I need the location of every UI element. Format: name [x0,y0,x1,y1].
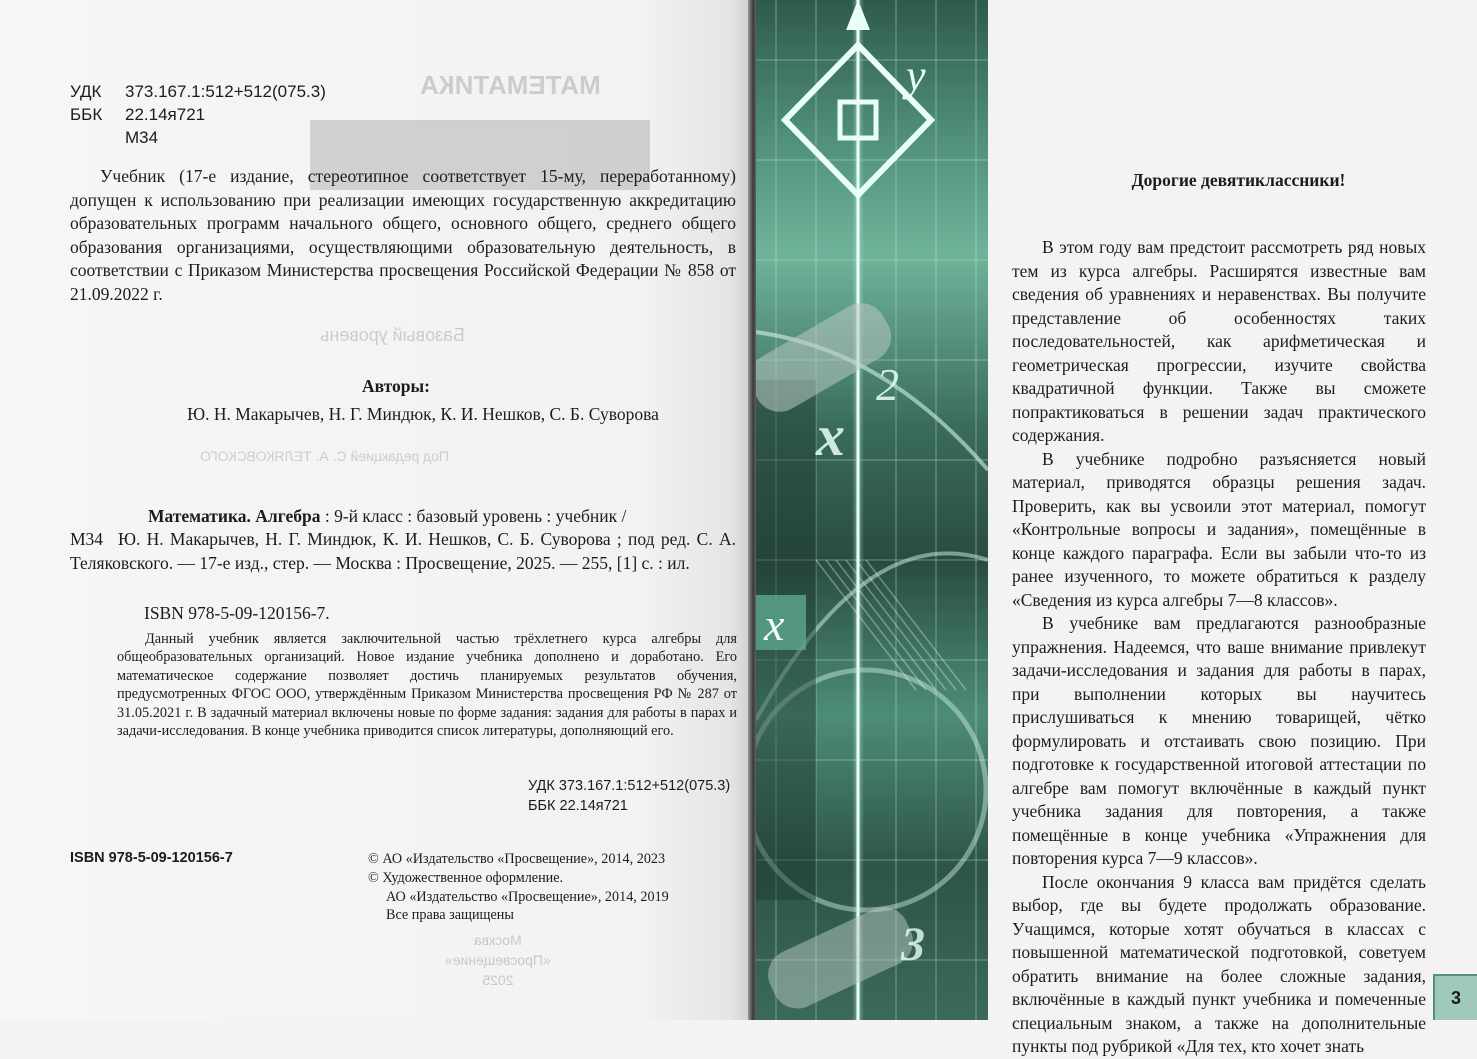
glyph-exponent-2: 2 [876,359,899,410]
udk-bottom: УДК 373.167.1:512+512(075.3) ББК 22.14я721 [528,778,731,814]
strip-artwork [756,0,988,1020]
biblio-authors: Ю. Н. Макарычев, Н. Г. Миндюк, К. И. Нешков, С. Б. Суворова ; под ред. С. А. Теляковского. — 17-е изд., стер. — Москва : Просвещение, 2025. — 255, [1] с. : ил. [70,529,736,573]
letter-body [1012,236,1426,1059]
show-through-texture: МАТЕМАТИКА Базовый уровень Под редакцией С. А. ТЕЛЯКОВСКОГО [200,60,650,480]
udk-block [70,80,326,149]
authors-title: Авторы: [362,376,430,396]
bibliographic-record: Математика. Алгебра : 9-й класс : базовый уровень : учебник / М34 Ю. Н. Макарычев, Н. Г. Миндюк, К. И. Нешков, С. Б. Суворова ; под ред. С. А. Теляковского. — 17-е изд., стер. — Москва : Просвещение, 2025. — 255, [1] с. : ил. [70,506,736,573]
paragraph: В этом году вам предстоит рассмотреть ряд новых тем из курса алгебры. Расширятся известные вам сведения об уравнениях и неравенствах. Вы получите представление об особенностях таких последовательностей, как арифметическая и геометрическая прогрессии, изучите свойства квадратичной функции. Также вы сможете попрактиковаться в решении задач практического содержания. [1012,237,1426,445]
page-number: 3 [1433,974,1477,1020]
bbk-row: ББК 22.14я721 [70,105,206,124]
paragraph: После окончания 9 класса вам придётся сделать выбор, где вы будете продолжать образование. Учащимся, которые хотят обучаться в классах с повышенной математической подготовкой, советуем обратить внимание на более сложные задания, включённые в каждый пункт учебника и помеченные специальным знаком, а также на дополнительные пункты под рубрикой «Для тех, кто хочет знать [1012,871,1426,1056]
isbn-line: ISBN 978-5-09-120156-7. [144,603,330,623]
glyph-x-squared: x [816,403,845,468]
isbn-bottom: ISBN 978-5-09-120156-7 [70,850,233,866]
annotation: Данный учебник является заключительной частью трёхлетнего курса алгебры для общеобразовательных организаций. Новое издание учебника дополнено и доработано. Его математическое содержание позволяет достичь планируемых результатов обучения, предусмотренных ФГОС ООО, утверждённым Приказом Министерства просвещения РФ № 287 от 31.05.2021 г. В задачный материал включены новые по форме задания: задания для работы в парах и задачи-исследования. В конце учебника приводится список литературы, дополняющий его. [117,631,737,740]
authors-names: Ю. Н. Макарычев, Н. Г. Миндюк, К. И. Нешков, С. Б. Суворова [187,404,659,424]
book-title: Математика. Алгебра [148,506,321,526]
udk-row: УДК 373.167.1:512+512(075.3) [70,82,326,101]
approval-text: Учебник (17-е издание, стереотипное соответствует 15-му, переработанному) допущен к использованию при реализации имеющих государственную аккредитацию образовательных программ начального общего, основного общего, среднего общего образования организациями, осуществляющими образовательную деятельность, в соответствии с Приказом Министерства просвещения Российской Федерации № 858 от 21.09.2022 г. [70,166,736,304]
author-mark-row: М34 [125,128,159,147]
left-page [0,0,752,1020]
author-mark: М34 [70,529,104,550]
decorative-math-strip [756,0,988,1020]
paragraph: В учебнике подробно разъясняется новый материал, приводятся образцы решения задач. Проверить, как вы усвоили этот материал, помогут «Контрольные вопросы и задания», помещённые в конце каждого параграфа. Если вы забыли что-то из ранее изученного, то можете обратиться к разделу «Сведения из курса алгебры 7—8 классов». [1012,448,1426,610]
paragraph: В учебнике вам предлагаются разнообразные упражнения. Надеемся, что ваше внимание привлекут задачи-исследования и задания для работы в парах, при выполнении которых вы научитесь прислушиваться к мнению товарищей, чётко формулировать и отстаивать свою позицию. При подготовке к государственной итоговой аттестации по алгебре вам помогут включённые в каждый пункт учебника задания для повторения, а также помещённые в конце учебника «Упражнения для повторения курса 7—9 классов». [1012,613,1426,868]
copyright-block: © АО «Издательство «Просвещение», 2014, 2023 © Художественное оформление. АО «Издательство «Просвещение», 2014, 2019 Все права защищены [368,851,669,924]
greeting-heading: Дорогие девятиклассники! [1131,170,1346,190]
glyph-x: x [764,599,785,650]
glyph-y: y [906,51,926,100]
show-through-imprint: Москва «Просвещение» 2025 [445,932,551,988]
glyph-3: 3 [901,918,925,971]
axis-arrow-icon [846,0,870,30]
right-page [988,0,1477,1056]
scroll-shape-bottom [760,899,921,1017]
